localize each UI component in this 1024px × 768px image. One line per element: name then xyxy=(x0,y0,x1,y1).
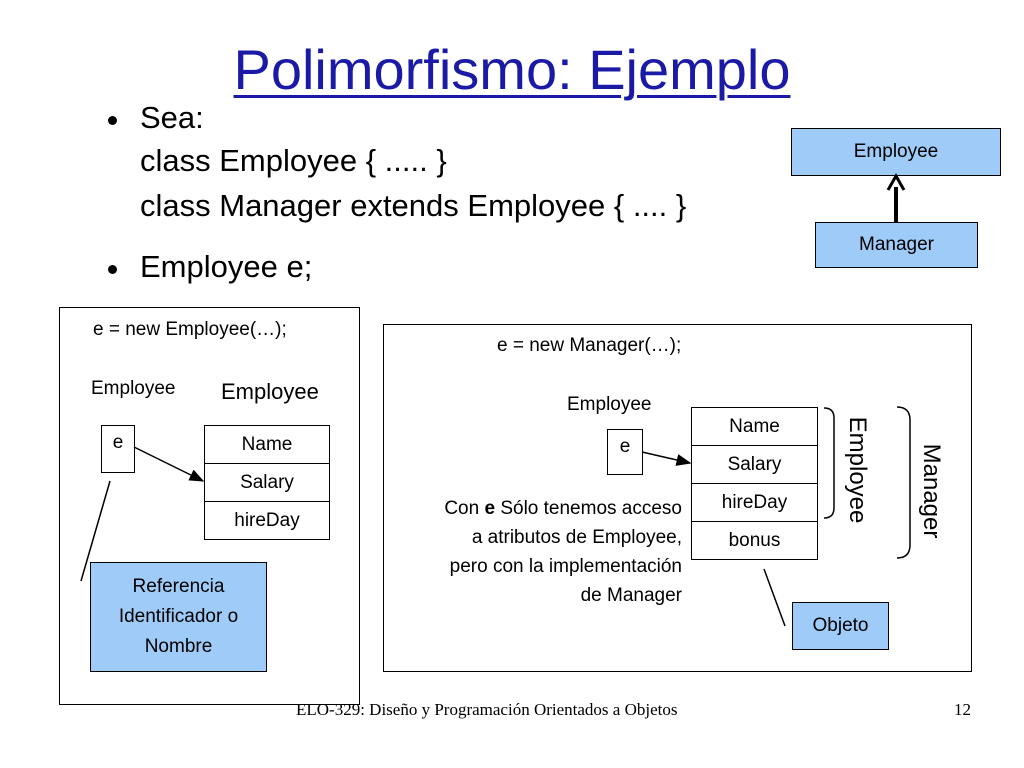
bullet-1-line-2: class Employee { ..... } xyxy=(140,143,447,178)
left-note-connector xyxy=(81,481,110,581)
slide-title: Polimorfismo: Ejemplo xyxy=(233,38,791,101)
left-field-hireday: hireDay xyxy=(204,501,330,540)
right-pointer-arrow xyxy=(642,452,690,463)
right-code: e = new Manager(…); xyxy=(497,335,682,356)
manager-bracket xyxy=(897,407,910,558)
left-pointer-arrow xyxy=(134,447,203,481)
explanation-line: Con e Sólo tenemos acceso xyxy=(444,498,682,519)
reference-note-line: Referencia xyxy=(132,576,225,597)
explanation-line: a atributos de Employee, xyxy=(471,527,682,548)
object-label-box: Objeto xyxy=(792,602,889,650)
left-field-name: Name xyxy=(204,425,330,465)
bracket-label-manager: Manager xyxy=(918,443,945,539)
footer-course: ELO-329: Diseño y Programación Orientados a Objetos xyxy=(296,700,678,719)
left-reference-e: e xyxy=(101,425,135,473)
right-field-hireday: hireDay xyxy=(691,483,818,523)
object-connector xyxy=(764,569,785,626)
left-code: e = new Employee(…); xyxy=(93,319,287,340)
footer-page-number: 12 xyxy=(954,700,971,719)
explanation-line: pero con la implementación xyxy=(449,556,682,577)
left-ref-type-label: Employee xyxy=(91,378,176,399)
reference-note-line: Nombre xyxy=(144,636,213,657)
class-box-manager: Manager xyxy=(815,222,978,268)
left-object-type-label: Employee xyxy=(221,379,319,404)
reference-note-line: Identificador o xyxy=(118,606,239,627)
right-ref-type-label: Employee xyxy=(567,394,652,415)
bullet-1-line-3: class Manager extends Employee { .... } xyxy=(140,188,687,223)
bullet-2-line-1: Employee e; xyxy=(140,249,313,284)
right-field-bonus: bonus xyxy=(691,521,818,560)
employee-bracket xyxy=(824,408,834,518)
left-field-salary: Salary xyxy=(204,463,330,503)
bracket-label-employee: Employee xyxy=(844,416,871,524)
class-box-employee: Employee xyxy=(791,128,1001,176)
explanation-line: de Manager xyxy=(580,585,682,606)
right-field-name: Name xyxy=(691,407,818,447)
right-field-salary: Salary xyxy=(691,445,818,485)
bullet-1-line-1: Sea: xyxy=(140,100,204,135)
right-reference-e: e xyxy=(607,429,643,475)
